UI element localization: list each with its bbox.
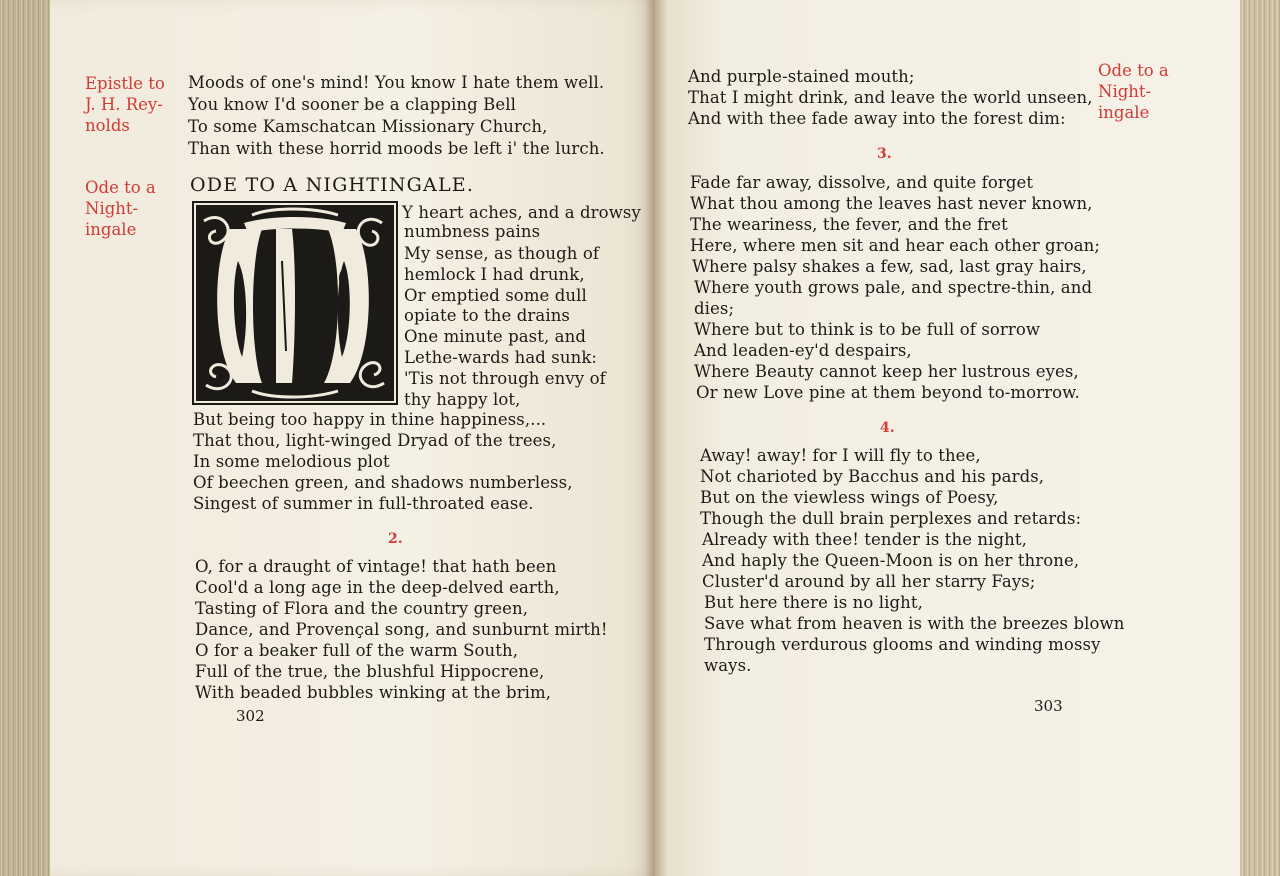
stanza-number: 3. — [877, 146, 892, 162]
poem-line: Of beechen green, and shadows numberless, — [193, 473, 573, 492]
poem-line: And haply the Queen-Moon is on her throne, — [702, 551, 1080, 570]
side-note-line: Ode to a — [1098, 61, 1169, 80]
poem-line: Away! away! for I will fly to thee, — [700, 446, 981, 465]
side-note-line: ingale — [85, 220, 137, 239]
poem-line: Already with thee! tender is the night, — [702, 530, 1027, 549]
poem-line: Y heart aches, and a drowsy — [402, 203, 641, 222]
poem-line: O for a beaker full of the warm South, — [195, 641, 519, 660]
side-note-line: Epistle to — [85, 74, 165, 93]
poem-line: Full of the true, the blushful Hippocrene, — [195, 662, 545, 681]
poem-line: But being too happy in thine happiness,... — [193, 410, 547, 429]
poem-line: The weariness, the fever, and the fret — [690, 215, 1008, 234]
poem-line: That thou, light-winged Dryad of the trees, — [193, 431, 557, 450]
poem-line: ways. — [704, 656, 752, 675]
side-note-line: Ode to a — [85, 178, 156, 197]
poem-line: Dance, and Provençal song, and sunburnt mirth! — [195, 620, 608, 639]
poem-line: Singest of summer in full-throated ease. — [193, 494, 534, 513]
side-note-epistle — [85, 73, 165, 136]
poem-line: Through verdurous glooms and winding mossy — [704, 635, 1101, 654]
poem-title: ODE TO A NIGHTINGALE. — [190, 174, 475, 196]
poem-line: That I might drink, and leave the world unseen, — [688, 88, 1093, 107]
poem-line: dies; — [694, 299, 735, 318]
poem-line: To some Kamschatcan Missionary Church, — [188, 117, 548, 136]
poem-line: One minute past, and — [404, 327, 586, 346]
stanza-number: 4. — [880, 420, 895, 436]
poem-line: Where palsy shakes a few, sad, last gray hairs, — [692, 257, 1087, 276]
poem-line: What thou among the leaves hast never known, — [690, 194, 1093, 213]
poem-line: O, for a draught of vintage! that hath been — [195, 557, 557, 576]
poem-line: And leaden-ey'd despairs, — [694, 341, 912, 360]
drop-cap-letter: M — [223, 222, 367, 385]
side-note-line: J. H. Rey- — [85, 95, 163, 114]
poem-line: Or new Love pine at them beyond to-morrow. — [696, 383, 1080, 402]
poem-line: Save what from heaven is with the breezes blown — [704, 614, 1125, 633]
side-note-line: Night- — [85, 199, 139, 218]
poem-line: Fade far away, dissolve, and quite forget — [690, 173, 1034, 192]
poem-line: Cool'd a long age in the deep-delved earth, — [195, 578, 560, 597]
right-page — [655, 0, 1240, 876]
poem-line: Where but to think is to be full of sorrow — [694, 320, 1041, 339]
poem-line: And purple-stained mouth; — [688, 67, 915, 86]
poem-line: thy happy lot, — [404, 390, 521, 409]
poem-line: My sense, as though of — [404, 244, 600, 263]
poem-line: Lethe-wards had sunk: — [404, 348, 598, 367]
poem-line: Where youth grows pale, and spectre-thin, and — [694, 278, 1093, 297]
poem-line: Or emptied some dull — [404, 286, 587, 305]
poem-line: 'Tis not through envy of — [404, 369, 606, 388]
poem-line: In some melodious plot — [193, 452, 390, 471]
page-number: 302 — [236, 707, 265, 725]
poem-line: But here there is no light, — [704, 593, 923, 612]
poem-line: numbness pains — [404, 222, 541, 241]
book-page-edges-right — [1236, 0, 1280, 876]
poem-line: And with thee fade away into the forest dim: — [688, 109, 1066, 128]
poem-line: With beaded bubbles winking at the brim, — [195, 683, 552, 702]
poem-line: hemlock I had drunk, — [404, 265, 585, 284]
poem-line: Than with these horrid moods be left i' the lurch. — [188, 139, 605, 158]
poem-line: Tasting of Flora and the country green, — [195, 599, 529, 618]
stanza-number: 2. — [388, 531, 403, 547]
side-note-line: ingale — [1098, 103, 1150, 122]
poem-line: Cluster'd around by all her starry Fays; — [702, 572, 1036, 591]
poem-line: Though the dull brain perplexes and retards: — [700, 509, 1082, 528]
poem-line: Here, where men sit and hear each other groan; — [690, 236, 1101, 255]
poem-line: Where Beauty cannot keep her lustrous eyes, — [694, 362, 1079, 381]
poem-line: But on the viewless wings of Poesy, — [700, 488, 999, 507]
side-note-line: nolds — [85, 116, 130, 135]
side-note-ode — [85, 177, 156, 240]
side-note-ode-right — [1098, 60, 1169, 123]
side-note-line: Night- — [1098, 82, 1152, 101]
poem-line: Not charioted by Bacchus and his pards, — [700, 467, 1045, 486]
ornamental-initial — [192, 201, 398, 405]
poem-line: You know I'd sooner be a clapping Bell — [188, 95, 516, 114]
ornamental-initial-art — [192, 201, 398, 405]
poem-line: Moods of one's mind! You know I hate them well. — [188, 73, 605, 92]
page-number: 303 — [1034, 697, 1063, 715]
book-gutter — [645, 0, 667, 876]
poem-line: opiate to the drains — [404, 306, 570, 325]
